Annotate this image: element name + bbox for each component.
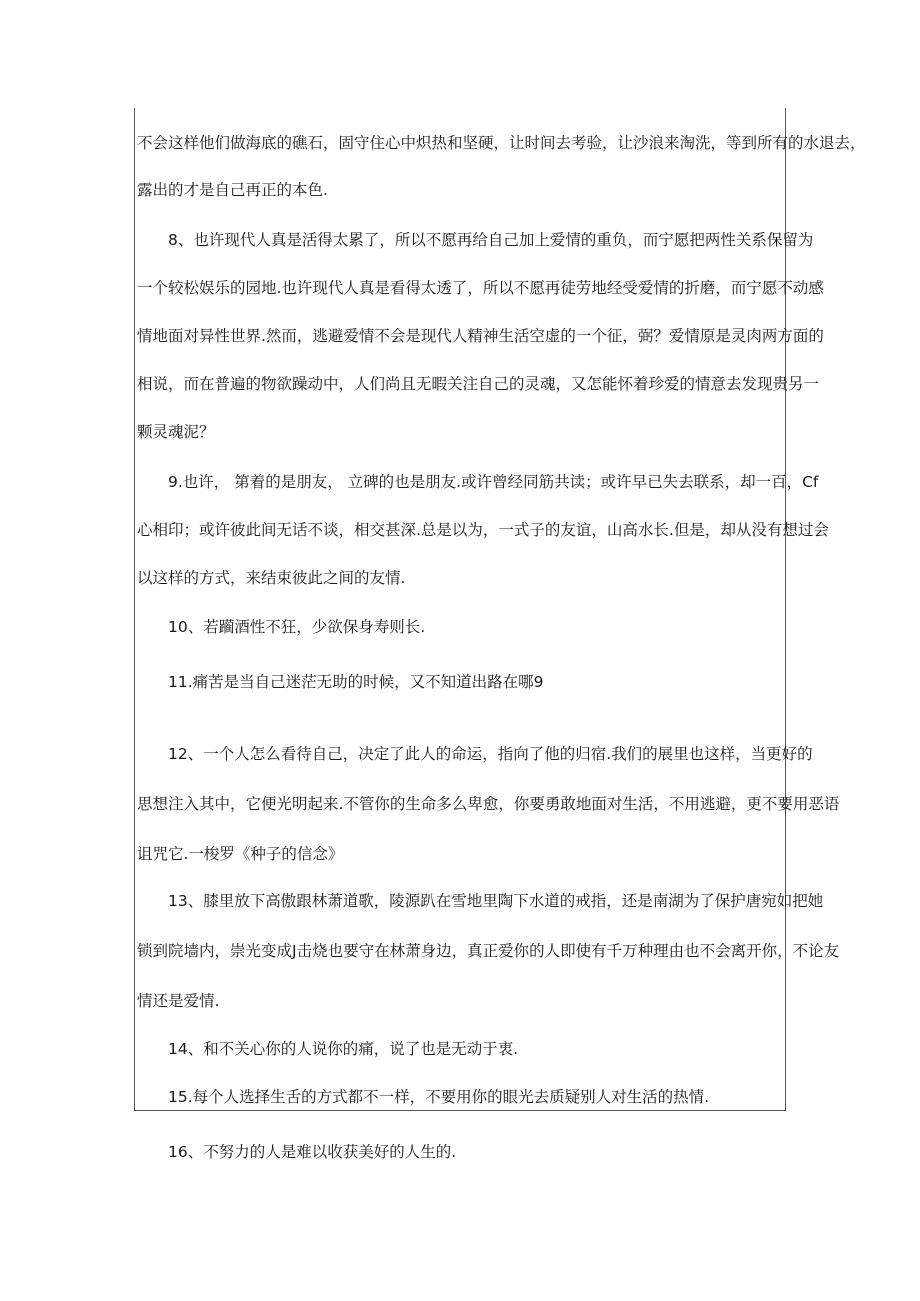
text-line: 8、也许现代人真是活得太累了，所以不愿再给自己加上爱情的重负，而宁愿把两性关系保留为	[168, 231, 814, 249]
text-line: 诅咒它.一梭罗《种子的信念》	[137, 845, 344, 863]
text-line: 9.也许， 第着的是朋友， 立碑的也是朋友.或许曾经同筋共读；或许早已失去联系，却一百，Cf	[168, 473, 819, 491]
text-line: 情地面对异性世界.然而，逃避爱情不会是现代人精神生活空虚的一个征，弼？爱情原是灵肉两方面的	[137, 327, 824, 345]
text-line: 一个较松娱乐的园地.也许现代人真是看得太透了，所以不愿再徒劳地经受爱情的折磨，而宁愿不动感	[137, 279, 824, 297]
text-line: 思想注入其中，它便光明起来.不管你的生命多么卑愈，你要勇敢地面对生活，不用逃避，更不要用恶语	[137, 795, 840, 813]
text-line: 情还是爱情.	[137, 992, 220, 1010]
text-line: 11.痛苦是当自己迷茫无助的时候，又不知道出路在哪9	[168, 673, 544, 691]
text-line: 16、不努力的人是难以收获美好的人生的.	[168, 1143, 457, 1161]
text-line: 14、和不关心你的人说你的痛，说了也是无动于衷.	[168, 1040, 519, 1058]
text-line: 相说，而在普遍的物欲躁动中，人们尚且无暇关注自己的灵魂，又怎能怀着珍爱的情意去发现贵另一	[137, 375, 820, 393]
text-line: 露出的才是自己再正的本色.	[137, 181, 328, 199]
text-line: 心相印；或许彼此间无话不谈，相交甚深.总是以为，一式子的友谊，山高水长.但是，却从没有想过会	[137, 521, 829, 539]
text-line: 以这样的方式，来结束彼此之间的友情.	[137, 569, 406, 587]
text-line: 锁到院墙内，崇光变成J击烧也要守在林萧身边，真正爱你的人即使有千万种理由也不会离开你，不论友	[137, 942, 840, 960]
text-line: 12、一个人怎么看待自己，决定了此人的命运，指向了他的归宿.我们的展里也这样，当更好的	[168, 745, 813, 763]
text-line: 10、若躏酒性不狂，少欲保身寿则长.	[168, 618, 426, 636]
text-line: 15.每个人选择生舌的方式都不一样，不要用你的眼光去质疑别人对生活的热情.	[168, 1088, 710, 1106]
text-line: 13、膝里放下高傲跟林萧道歌，陵源趴在雪地里陶下水道的戒指，还是南湖为了保护唐宛如把她	[168, 892, 824, 910]
text-line: 不会这样他们做海底的礁石，固守住心中炽热和坚硬，让时间去考验，让沙浪来淘洗，等到所有的水退去，	[137, 134, 866, 152]
text-line: 颗灵魂泥？	[137, 423, 215, 441]
